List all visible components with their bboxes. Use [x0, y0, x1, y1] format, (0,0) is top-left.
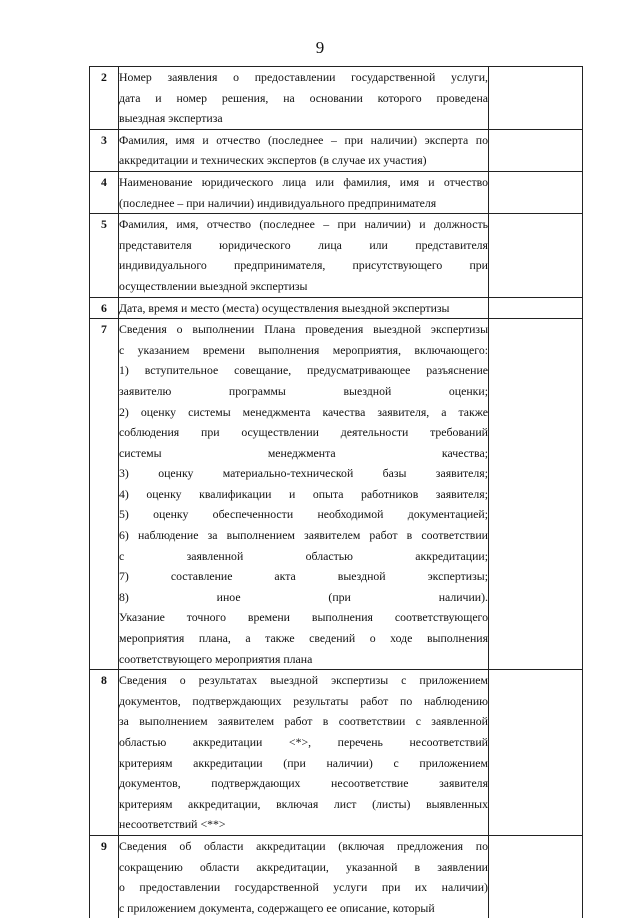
row-number: 6 [90, 297, 119, 319]
table-row [90, 670, 583, 836]
table-body [90, 67, 583, 918]
entry-cell [489, 129, 583, 171]
text-line: (последнее – при наличии) индивидуального предпринимателя [119, 193, 488, 214]
text-line: несоответствий <**> [119, 814, 488, 835]
entry-cell [489, 670, 583, 836]
text-line: критериям аккредитации, включая лист (листы) выявленных [119, 794, 488, 815]
row-description [119, 835, 489, 918]
row-description [119, 129, 489, 171]
row-number: 8 [90, 670, 119, 836]
table-row [90, 214, 583, 297]
table-row [90, 67, 583, 130]
text-line: 3) оценку материально-технической базы заявителя; [119, 463, 488, 484]
text-line: Сведения о результатах выездной экспертизы с приложением [119, 670, 488, 691]
table-row [90, 129, 583, 171]
entry-cell [489, 297, 583, 319]
text-line: представителя юридического лица или представителя [119, 235, 488, 256]
text-line: о предоставлении государственной услуги при их наличии) [119, 877, 488, 898]
row-number: 7 [90, 319, 119, 670]
text-line: областью аккредитации <*>, перечень несоответствий [119, 732, 488, 753]
row-description [119, 67, 489, 130]
entry-cell [489, 835, 583, 918]
text-line: 8) иное (при наличии). [119, 587, 488, 608]
row-description [119, 319, 489, 670]
text-line: аккредитации и технических экспертов (в случае их участия) [119, 150, 488, 171]
text-line: 4) оценку квалификации и опыта работников заявителя; [119, 484, 488, 505]
text-line: с приложением документа, содержащего ее описание, который [119, 898, 488, 918]
entry-cell [489, 67, 583, 130]
text-line: дата и номер решения, на основании которого проведена [119, 88, 488, 109]
text-line: системы менеджмента качества; [119, 443, 488, 464]
text-line: критериям аккредитации (при наличии) с приложением [119, 753, 488, 774]
text-line: Дата, время и место (места) осуществления выездной экспертизы [119, 298, 488, 319]
text-line: Сведения об области аккредитации (включая предложения по [119, 836, 488, 857]
page-number: 9 [0, 38, 640, 58]
text-line: Наименование юридического лица или фамилия, имя и отчество [119, 172, 488, 193]
row-number: 2 [90, 67, 119, 130]
table-row [90, 319, 583, 670]
entry-cell [489, 171, 583, 213]
row-description [119, 171, 489, 213]
text-line: соответствующего мероприятия плана [119, 649, 488, 670]
text-line: индивидуального предпринимателя, присутствующего при [119, 255, 488, 276]
text-line: 5) оценку обеспеченности необходимой документацией; [119, 504, 488, 525]
text-line: Указание точного времени выполнения соответствующего [119, 607, 488, 628]
text-line: с указанием времени выполнения мероприятия, включающего: [119, 340, 488, 361]
text-line: документов, подтверждающих несоответствие заявителя [119, 773, 488, 794]
table-row [90, 835, 583, 918]
text-line: сокращению области аккредитации, указанной в заявлении [119, 857, 488, 878]
text-line: заявителю программы выездной оценки; [119, 381, 488, 402]
table-row [90, 297, 583, 319]
entry-cell [489, 214, 583, 297]
row-number: 3 [90, 129, 119, 171]
table-row [90, 171, 583, 213]
text-line: Номер заявления о предоставлении государственной услуги, [119, 67, 488, 88]
entry-cell [489, 319, 583, 670]
text-line: соблюдения при осуществлении деятельности требований [119, 422, 488, 443]
text-line: 7) составление акта выездной экспертизы; [119, 566, 488, 587]
row-description [119, 670, 489, 836]
text-line: осуществлении выездной экспертизы [119, 276, 488, 297]
text-line: Сведения о выполнении Плана проведения выездной экспертизы [119, 319, 488, 340]
text-line: 2) оценку системы менеджмента качества заявителя, а также [119, 402, 488, 423]
text-line: мероприятия плана, а также сведений о ходе выполнения [119, 628, 488, 649]
row-number: 5 [90, 214, 119, 297]
row-number: 9 [90, 835, 119, 918]
text-line: за выполнением заявителем работ в соответствии с заявленной [119, 711, 488, 732]
text-line: 1) вступительное совещание, предусматривающее разъяснение [119, 360, 488, 381]
row-number: 4 [90, 171, 119, 213]
text-line: 6) наблюдение за выполнением заявителем работ в соответствии [119, 525, 488, 546]
text-line: выездная экспертиза [119, 108, 488, 129]
act-contents-table [89, 66, 583, 918]
row-description [119, 297, 489, 319]
text-line: с заявленной областью аккредитации; [119, 546, 488, 567]
text-line: Фамилия, имя и отчество (последнее – при наличии) эксперта по [119, 130, 488, 151]
row-description [119, 214, 489, 297]
text-line: Фамилия, имя, отчество (последнее – при наличии) и должность [119, 214, 488, 235]
text-line: документов, подтверждающих результаты работ по наблюдению [119, 691, 488, 712]
